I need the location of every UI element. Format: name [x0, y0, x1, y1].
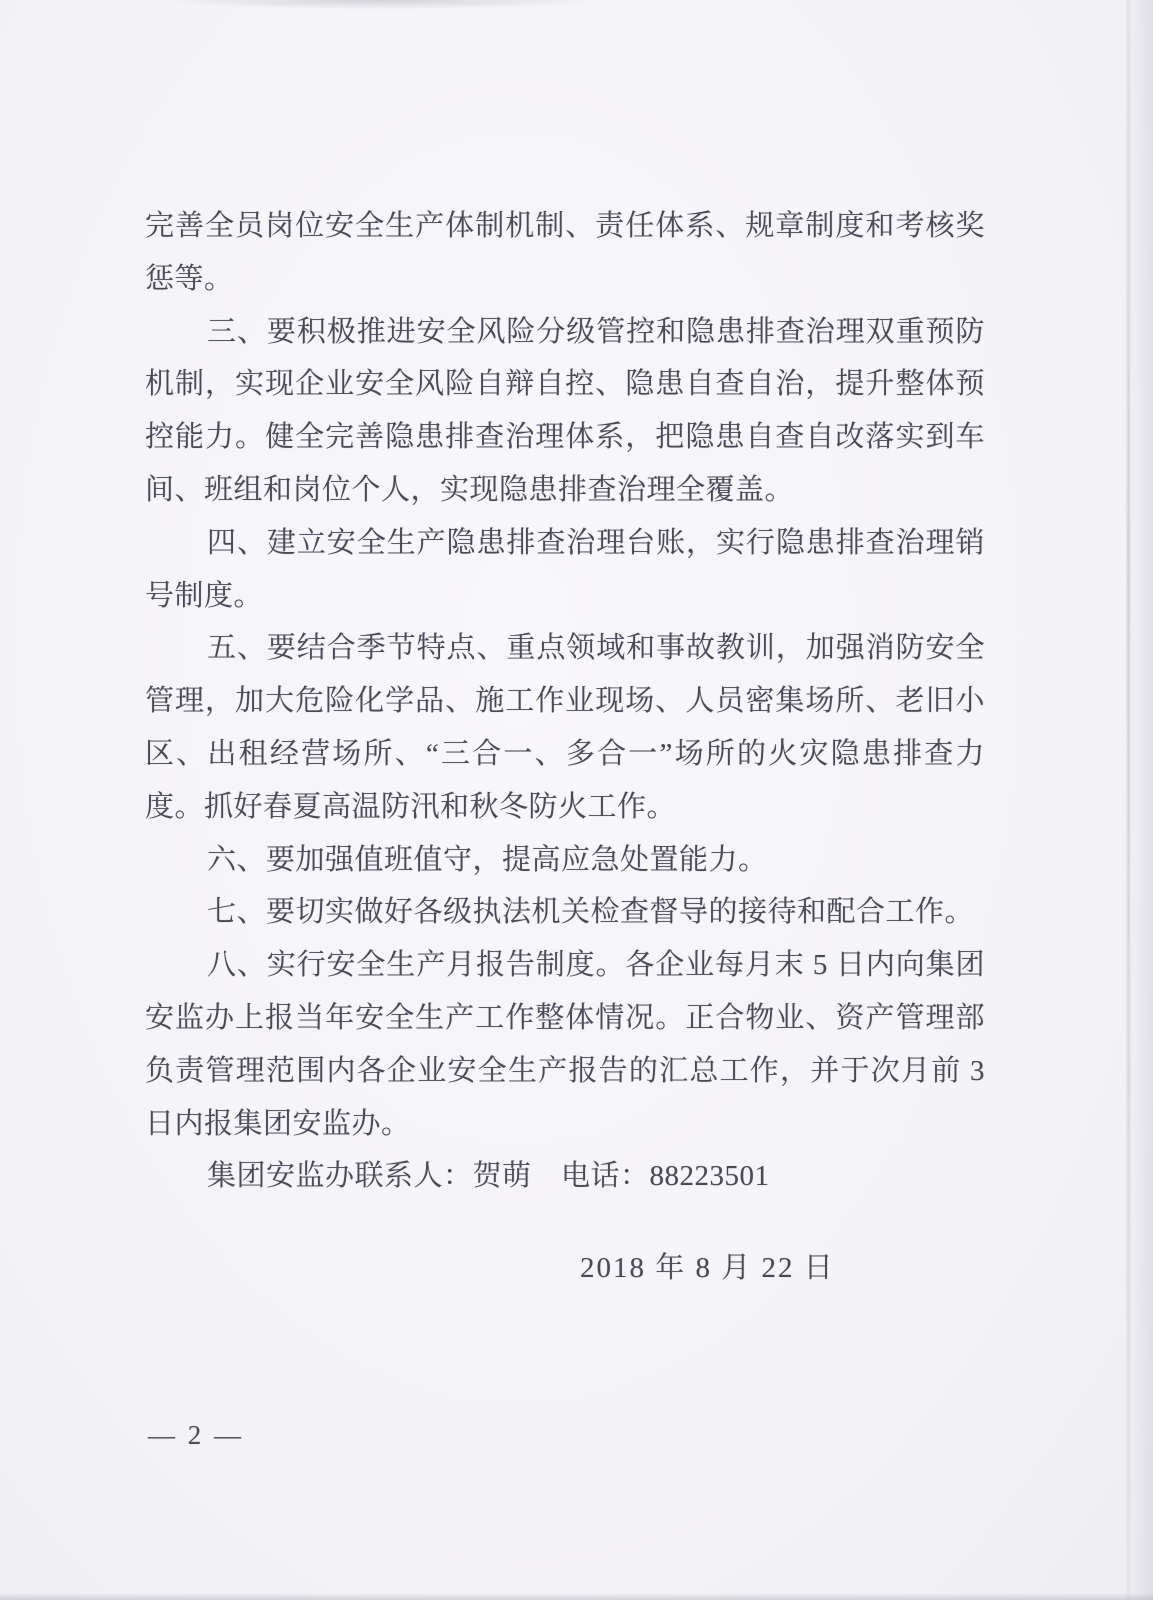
body-line: 四、建立安全生产隐患排查治理台账，实行隐患排查治理销 [207, 526, 985, 559]
body-line: 三、要积极推进安全风险分级管控和隐患排查治理双重预防 [207, 315, 985, 348]
body-line: 六、要加强值班值守，提高应急处置能力。 [207, 843, 768, 876]
contact-line: 集团安监办联系人：贺萌 电话：88223501 [207, 1160, 770, 1193]
body-line: 日内报集团安监办。 [145, 1107, 411, 1140]
body-line: 安监办上报当年安全生产工作整体情况。正合物业、资产管理部 [145, 1001, 985, 1034]
body-line: 机制，实现企业安全风险自辩自控、隐患自查自治，提升整体预 [145, 368, 985, 401]
scan-smudge-artifact [170, 0, 590, 9]
body-line: 七、要切实做好各级执法机关检查督导的接待和配合工作。 [207, 896, 975, 929]
body-line: 管理，加大危险化学品、施工作业现场、人员密集场所、老旧小 [145, 685, 985, 718]
scan-bottom-edge-shading [0, 1593, 1153, 1600]
date-line: 2018 年 8 月 22 日 [580, 1252, 835, 1284]
body-line: 五、要结合季节特点、重点领域和事故教训，加强消防安全 [207, 632, 985, 665]
body-line: 负责管理范围内各企业安全生产报告的汇总工作，并于次月前 3 [145, 1054, 985, 1087]
body-line: 号制度。 [145, 579, 264, 612]
body-line: 度。抓好春夏高温防汛和秋冬防火工作。 [145, 790, 677, 823]
body-line: 八、实行安全生产月报告制度。各企业每月末 5 日内向集团 [207, 949, 985, 982]
document-body [145, 200, 985, 1203]
page-number: — 2 — [148, 1420, 244, 1450]
body-line: 间、班组和岗位个人，实现隐患排查治理全覆盖。 [145, 473, 795, 506]
body-line: 完善全员岗位安全生产体制机制、责任体系、规章制度和考核奖 [145, 210, 985, 242]
body-line: 控能力。健全完善隐患排查治理体系，把隐患自查自改落实到车 [145, 421, 985, 454]
scan-right-edge-shading [1129, 0, 1153, 1600]
body-line: 惩等。 [145, 262, 234, 295]
body-line: 区、出租经营场所、“三合一、多合一”场所的火灾隐患排查力 [145, 737, 985, 770]
